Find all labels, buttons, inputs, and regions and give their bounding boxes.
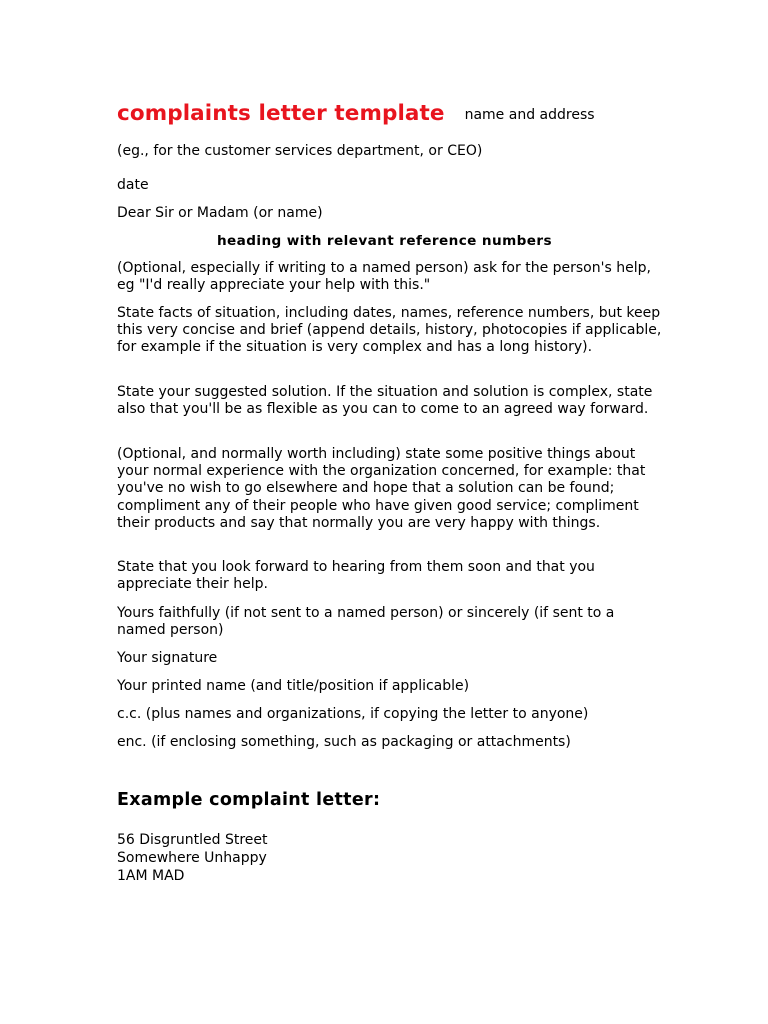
enc-line: enc. (if enclosing something, such as packaging or attachments)	[117, 734, 571, 750]
cc-line: c.c. (plus names and organizations, if copying the letter to anyone)	[117, 706, 589, 722]
closing-line: Yours faithfully (if not sent to a named person) or sincerely (if sent to a named person)	[117, 605, 615, 639]
title-note: name and address	[464, 107, 595, 123]
subject-heading: heading with relevant reference numbers	[216, 233, 552, 249]
paragraph-positive-things: (Optional, and normally worth including) state some positive things about your normal experience with the organization concerned, for example: that you've no wish to go elsewhere and hope that a solution can be found; compliment any of their people who have given good service; compliment their products and say that normally you are very happy with things.	[117, 446, 646, 531]
paragraph-facts: State facts of situation, including dates, names, reference numbers, but keep this very concise and brief (append details, history, photocopies if applicable, for example if the situation is very complex and has a long history).	[117, 305, 662, 356]
example-address	[117, 831, 268, 885]
address-line: 1AM MAD	[117, 868, 185, 884]
date-line: date	[117, 177, 149, 193]
paragraph-solution: State your suggested solution. If the situation and solution is complex, state also that you'll be as flexible as you can to come to an agreed way forward.	[117, 384, 653, 418]
title-line	[117, 101, 595, 126]
paragraph-help-request: (Optional, especially if writing to a named person) ask for the person's help, eg "I'd really appreciate your help with this."	[117, 260, 651, 294]
signature-line: Your signature	[117, 650, 218, 666]
recipient-note: (eg., for the customer services department, or CEO)	[117, 143, 483, 159]
address-line: 56 Disgruntled Street	[117, 832, 268, 848]
salutation: Dear Sir or Madam (or name)	[117, 205, 323, 221]
paragraph-look-forward: State that you look forward to hearing from them soon and that you appreciate their help.	[117, 559, 595, 593]
address-line: Somewhere Unhappy	[117, 850, 267, 866]
example-heading: Example complaint letter:	[117, 790, 381, 810]
printed-name-line: Your printed name (and title/position if applicable)	[117, 678, 470, 694]
document-title: complaints letter template	[117, 101, 445, 126]
